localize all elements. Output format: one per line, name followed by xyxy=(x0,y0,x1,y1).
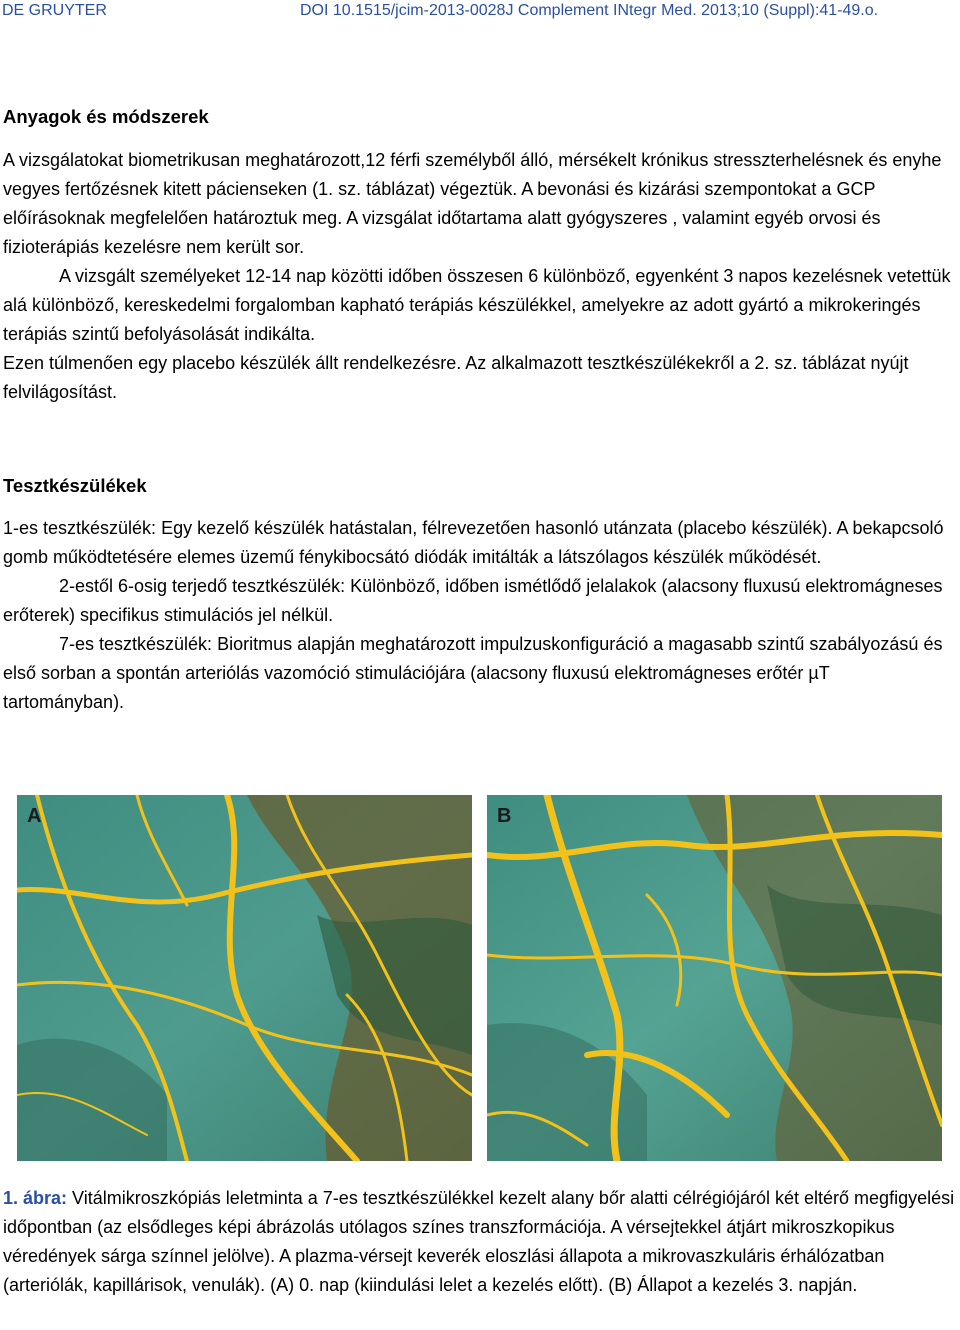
methods-paragraph-2: A vizsgált személyeket 12-14 nap közötti időben összesen 6 különböző, egyenként 3 napos kezelésnek vetettük alá különböző, kereskedelmi forgalomban kapható terápiás készülékkel, amelyekre az adott gyártó a mikrokeringés terápiás szintű befolyásolását indikálta. xyxy=(3,266,951,344)
methods-paragraph-1: A vizsgálatokat biometrikusan meghatározott,12 férfi személyből álló, mérsékelt krónikus stresszterhelésnek és enyhe vegyes fertőzésnek kitett pácienseken (1. sz. táblázat) végeztük. A bevonási és kizárási szempontokat a GCP előírásoknak megfelelően határoztuk meg. A vizsgálat időtartama alatt gyógyszeres , valamint egyéb orvosi és fizioterápiás kezelésre nem került sor. xyxy=(3,150,942,257)
caption-text: Vitálmikroszkópiás leletminta a 7-es tesztkészülékkel kezelt alany bőr alatti célrégiójáról két eltérő megfigyelési időpontban (az elsődleges képi ábrázolás utólagos színes transzformációja. A vérsejtekkel átjárt mikroszkopikus véredények sárga színnel jelölve). A plazma-vérsejt keverék eloszlási állapota a mikrovaszkuláris érhálózatban (arteriólák, kapillárisok, venulák). (A) 0. nap (kiindulási lelet a kezelés előtt). (B) Állapot a kezelés 3. napján. xyxy=(3,1188,955,1295)
caption-label: 1. ábra: xyxy=(3,1188,68,1208)
device-1-paragraph: 1-es tesztkészülék: Egy kezelő készülék hatástalan, félrevezetően hasonló utánzata (placebo készülék). A bekapcsoló gomb működtetésére elemes üzemű fénykibocsátó diódák imitálták a látszólagos készülék működését. xyxy=(3,518,944,567)
devices-section xyxy=(3,514,955,717)
figure-panel-a xyxy=(17,795,472,1161)
panel-b-label: B xyxy=(497,805,512,827)
methods-heading: Anyagok és módszerek xyxy=(3,106,209,127)
methods-section xyxy=(3,146,955,407)
device-2-6-paragraph: 2-estől 6-osig terjedő tesztkészülék: Különböző, időben ismétlődő jelalakok (alacsony fluxusú elektromágneses erőterek) specifikus stimulációs jel nélkül. xyxy=(3,576,943,625)
doi-reference: DOI 10.1515/jcim-2013-0028J Complement INtegr Med. 2013;10 (Suppl):41-49.o. xyxy=(300,2,879,19)
devices-heading: Tesztkészülékek xyxy=(3,475,147,496)
panel-a-label: A xyxy=(27,805,42,827)
microscopy-figure xyxy=(17,795,957,1165)
device-7-paragraph: 7-es tesztkészülék: Bioritmus alapján meghatározott impulzuskonfiguráció a magasabb szintű szabályozású és első sorban a spontán arteriólás vazomóció stimulációjára (alacsony fluxusú elektromágneses erőtér µT tartományban). xyxy=(3,634,943,712)
publisher-name: DE GRUYTER xyxy=(2,2,107,19)
microscopy-image-b xyxy=(487,795,942,1161)
figure-caption xyxy=(3,1184,958,1300)
page-header xyxy=(2,2,958,22)
methods-paragraph-3: Ezen túlmenően egy placebo készülék állt rendelkezésre. Az alkalmazott tesztkészülékekről a 2. sz. táblázat nyújt felvilágosítást. xyxy=(3,353,909,402)
microscopy-image-a xyxy=(17,795,472,1161)
figure-panel-b xyxy=(487,795,942,1161)
